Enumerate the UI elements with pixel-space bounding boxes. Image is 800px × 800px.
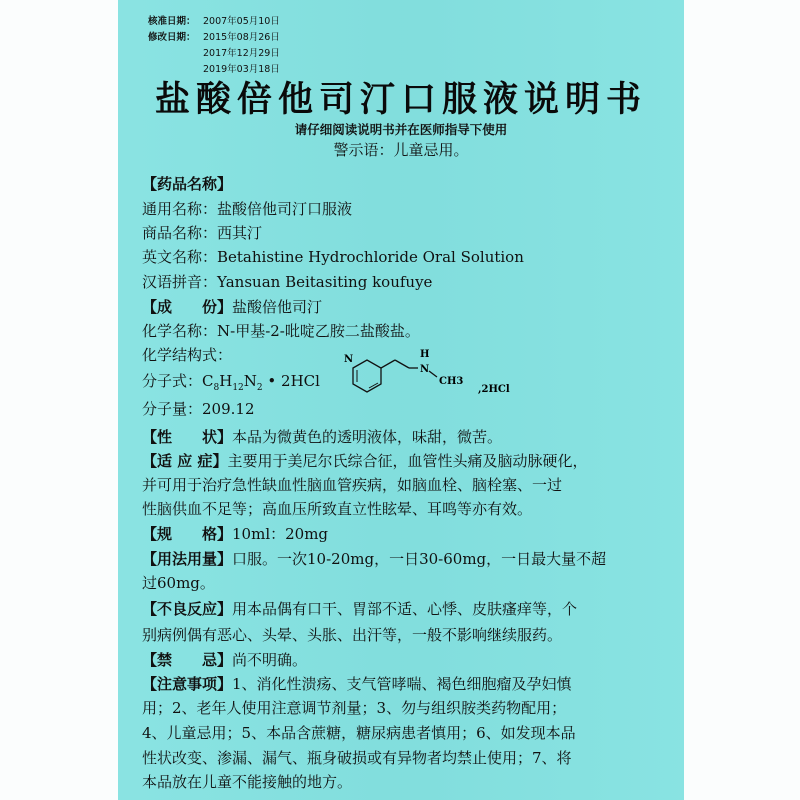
molecular-weight: 分子量：209.12 <box>142 400 255 418</box>
formula-h: H <box>219 372 233 390</box>
notes-text: 用；2、老年人使用注意调节剂量；3、勿与组织胺类药物配用； <box>142 699 567 717</box>
notes-text: 1、消化性溃疡、支气管哮喘、褐色细胞瘤及孕妇慎 <box>232 675 572 693</box>
formula-line <box>142 372 320 391</box>
chem-structure-label: 化学结构式： <box>142 346 233 364</box>
adverse-text: 别病例偶有恶心、头晕、头胀、出汗等，一般不影响继续服药。 <box>142 626 563 644</box>
usage-text: 过60mg。 <box>142 574 215 592</box>
props-line <box>142 428 502 447</box>
amine-h: H <box>420 349 430 360</box>
pinyin-name: 汉语拼音：Yansuan Beitasiting koufuye <box>142 273 433 291</box>
props-header: 【性 状】 <box>142 428 233 446</box>
chemical-structure-diagram <box>343 348 543 400</box>
usage-header: 【用法用量】 <box>142 550 233 568</box>
ingredient-line <box>142 298 322 317</box>
hcl-salt: ,2HCl <box>478 384 510 395</box>
adverse-line <box>142 600 577 619</box>
ingredient: 盐酸倍他司汀 <box>232 298 323 316</box>
indication-text: 并可用于治疗急性缺血性脑血管疾病，如脑血栓、脑栓塞、一过 <box>142 476 563 494</box>
notes-text: 性状改变、渗漏、漏气、瓶身破损或有异物者均禁止使用；7、将 <box>142 749 572 767</box>
revision-date: 2019年03月18日 <box>203 64 280 75</box>
notes-text: 本品放在儿童不能接触的地方。 <box>142 773 353 791</box>
dates-block <box>148 14 280 78</box>
warning: 警示语：儿童忌用。 <box>333 141 469 159</box>
formula-label: 分子式： <box>142 372 203 390</box>
adverse-text: 用本品偶有口干、胃部不适、心悸、皮肤瘙痒等，个 <box>232 600 578 618</box>
revision-date: 2017年12月29日 <box>203 48 280 59</box>
notes-text: 4、儿童忌用；5、本品含蔗糖，糖尿病患者慎用；6、如发现本品 <box>142 724 576 742</box>
spec-header: 【规 格】 <box>142 525 233 543</box>
generic-name: 通用名称：盐酸倍他司汀口服液 <box>142 200 353 218</box>
approval-date: 2007年05月10日 <box>203 16 280 27</box>
ingredient-header: 【成 份】 <box>142 298 233 316</box>
notes-line <box>142 675 572 694</box>
formula-c: C <box>202 372 214 390</box>
spec-line <box>142 525 328 544</box>
english-name: 英文名称：Betahistine Hydrochloride Oral Solution <box>142 248 524 266</box>
package-insert-sheet <box>118 0 684 800</box>
formula-h-count: 12 <box>232 383 244 393</box>
subtitle: 请仔细阅读说明书并在医师指导下使用 <box>294 122 508 137</box>
usage-line <box>142 550 606 569</box>
contra: 尚不明确。 <box>232 651 308 669</box>
amine-n: N <box>420 364 430 375</box>
contra-line <box>142 651 307 670</box>
indication-text: 主要用于美尼尔氏综合征，血管性头痛及脑动脉硬化， <box>227 452 588 470</box>
usage-text: 口服。一次10-20mg，一日30-60mg，一日最大量不超 <box>232 550 607 568</box>
revision-date: 2015年08月26日 <box>203 32 280 43</box>
revision-date-label: 修改日期： <box>148 32 196 43</box>
indication-line <box>142 452 587 471</box>
notes-header: 【注意事项】 <box>142 675 233 693</box>
name-header: 【药品名称】 <box>142 175 233 193</box>
spec: 10ml：20mg <box>232 525 329 543</box>
formula-n-count: 2 <box>256 383 263 393</box>
contra-header: 【禁 忌】 <box>142 651 233 669</box>
chem-name: 化学名称：N-甲基-2-吡啶乙胺二盐酸盐。 <box>142 322 420 340</box>
formula-n: N <box>243 372 257 390</box>
adverse-header: 【不良反应】 <box>142 600 233 618</box>
methyl: CH3 <box>439 376 464 387</box>
formula-rest: • 2HCl <box>262 372 320 390</box>
indication-text: 性脑供血不足等；高血压所致直立性眩晕、耳鸣等亦有效。 <box>142 500 533 518</box>
pyridine-n: N <box>344 354 354 365</box>
props: 本品为微黄色的透明液体，味甜，微苦。 <box>232 428 503 446</box>
indication-header: 【适 应 症】 <box>142 452 228 470</box>
formula-c-count: 8 <box>213 383 220 393</box>
document-title: 盐酸倍他司汀口服液说明书 <box>154 79 647 120</box>
trade-name: 商品名称：西其汀 <box>142 224 263 242</box>
approval-date-label: 核准日期： <box>148 16 196 27</box>
